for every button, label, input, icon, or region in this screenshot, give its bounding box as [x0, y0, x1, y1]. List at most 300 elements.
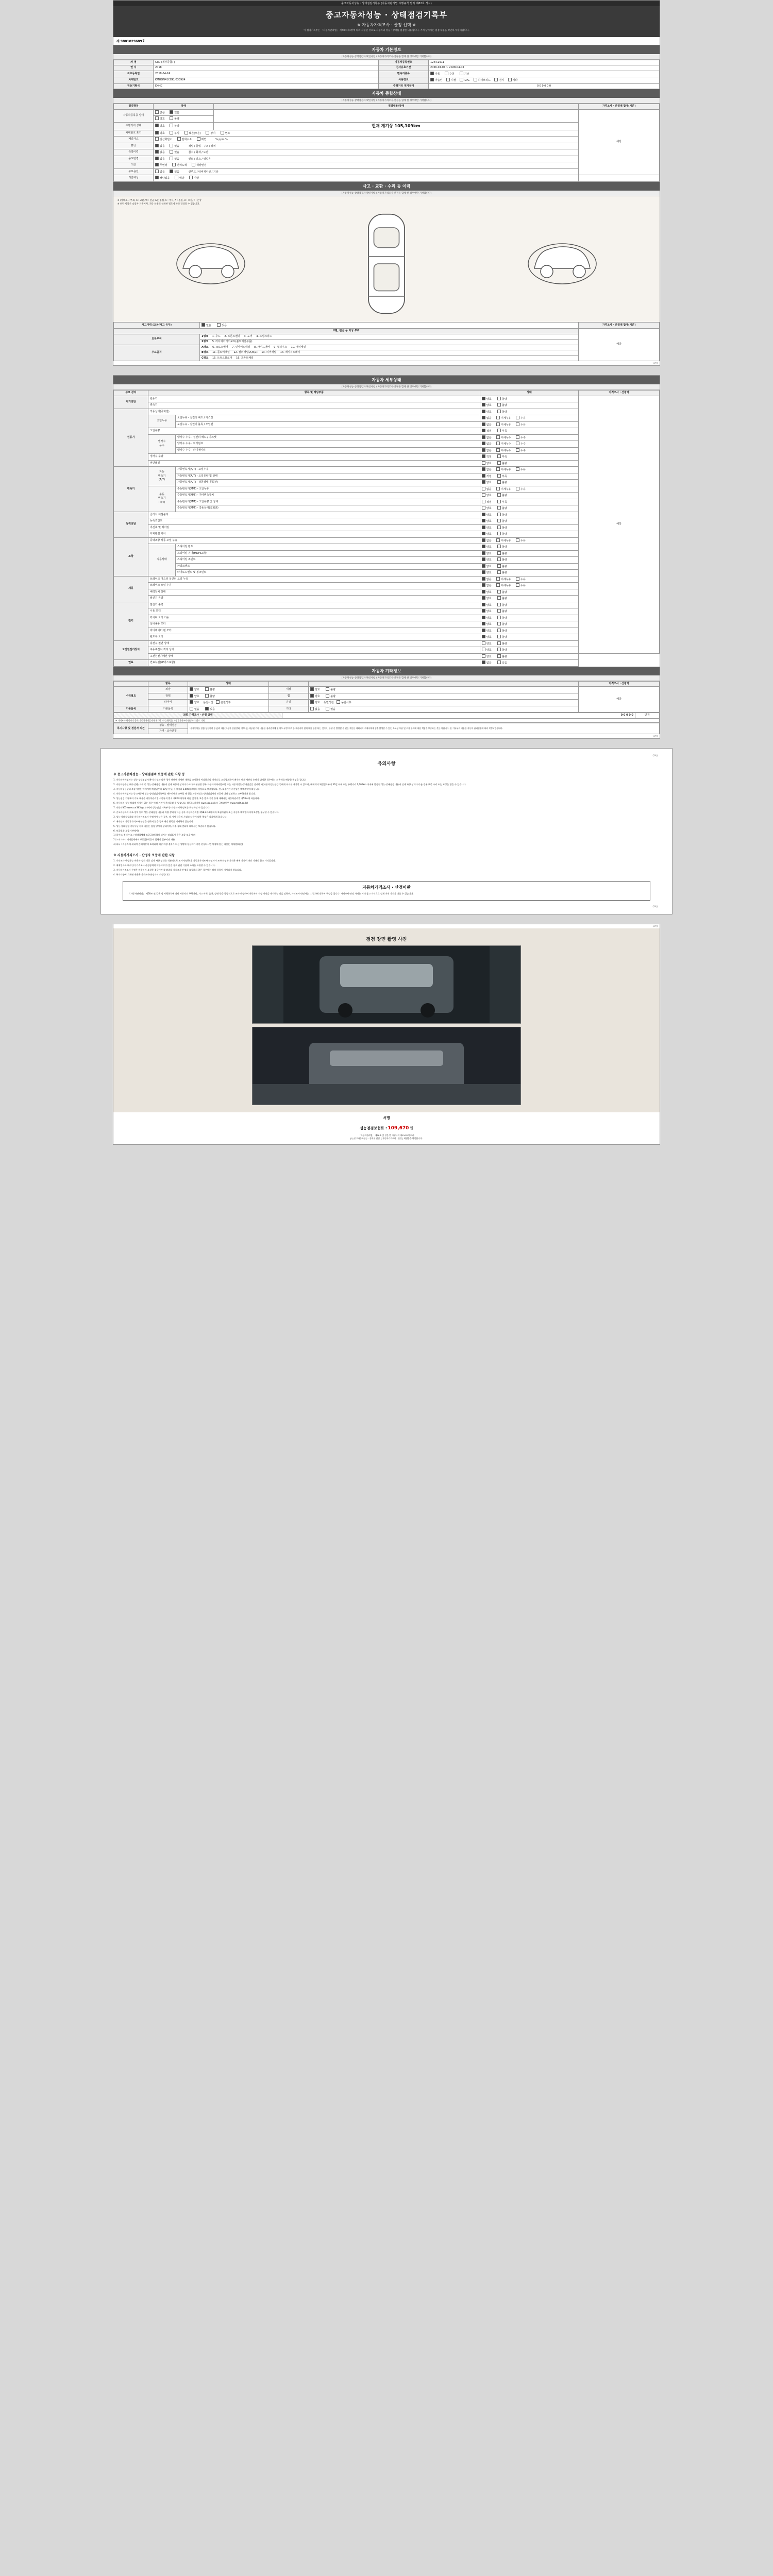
detail-item-3-2: 추진축 및 베어링	[148, 524, 480, 531]
overall-5-opt0-label: 없음	[160, 151, 165, 155]
st-3-3-b[interactable]	[497, 532, 501, 535]
detail-col-state: 상태	[480, 391, 578, 396]
st-4-0-b[interactable]	[496, 538, 500, 542]
st-1-4-c[interactable]	[516, 435, 519, 439]
detail-state-2-5	[480, 499, 578, 505]
st-4-5-a[interactable]	[482, 570, 485, 574]
parts-level-2: A랭크	[201, 345, 209, 349]
remarks-body: 내 자동차를 점검(성능이력 중심)의 내용(자동차 종합상태, 정보 등) 제공된 기타 내용은 권리관계에 및 의도·부정 여부 등 제공자의 현재 내용 한정 되는 것이며, 주행 중 발생할 수 있는 부분은 제외되며 구매자에게 향후 발생할 수 있는 소모성 부품 및 고장 문제에 대한 책임을 보증하는 것은 아닙니다. 본 기록부의 내용은 자동차 관리법령에 따라 작성되었습니다.	[188, 723, 660, 734]
fuel-gasoline-label: 가솔린	[435, 79, 443, 82]
others-price: 해당	[579, 687, 660, 713]
st-3-1-b-label: 불량	[502, 520, 507, 523]
overall-7-opt1-checkbox[interactable]	[172, 163, 176, 166]
overall-row-label-6: 용도변경	[114, 156, 154, 162]
detail-state-6-4	[480, 628, 578, 634]
overall-1-opt0-checkbox[interactable]	[155, 124, 159, 127]
st-3-1-a[interactable]	[482, 519, 485, 522]
st-0-0-bad[interactable]	[497, 397, 501, 400]
st-6-2-a[interactable]	[482, 616, 485, 619]
overall-0-opt1-checkbox[interactable]	[170, 110, 173, 114]
st-1-2-a[interactable]	[482, 422, 485, 426]
detail-item-1-5: 냉각수 누수 - 워터펌프	[176, 441, 480, 448]
st-2-6-a[interactable]	[482, 506, 485, 510]
trans-manual-checkbox[interactable]	[445, 72, 448, 75]
overall-1-opt1-checkbox[interactable]	[170, 124, 173, 127]
st-8-0-a[interactable]	[482, 660, 485, 664]
overall-9-opt2-checkbox[interactable]	[189, 176, 193, 179]
overall-9-opt1-checkbox[interactable]	[175, 176, 178, 179]
st-1-4-a-label: 없음	[486, 436, 492, 439]
value-year: 2018	[154, 65, 379, 71]
overall-7-opt2-checkbox[interactable]	[192, 163, 195, 166]
label-year: 연 식	[114, 65, 154, 71]
others-table	[113, 681, 660, 713]
st-2-6-a-label: 양호	[486, 507, 492, 510]
others-item-1: 광택	[148, 693, 188, 700]
st-4-2-b[interactable]	[497, 551, 501, 555]
st-1-6-b[interactable]	[496, 448, 500, 452]
part-item-7: 7. 인사이드패널	[232, 345, 250, 349]
fuel-ev-checkbox[interactable]	[494, 78, 498, 81]
st-1-2-b[interactable]	[496, 422, 500, 426]
detail-state-6-1	[480, 608, 578, 615]
st-4-2-a[interactable]	[482, 551, 485, 555]
overall-0-opt0-checkbox[interactable]	[155, 110, 159, 114]
st-7-1-b[interactable]	[497, 648, 501, 651]
st-1-3-b[interactable]	[497, 429, 501, 432]
ot-0c-a[interactable]	[310, 687, 314, 691]
st-3-0-b[interactable]	[497, 513, 501, 516]
st-1-0-good[interactable]	[482, 410, 485, 413]
parts-row-1	[200, 340, 579, 345]
ot-0-a[interactable]	[190, 687, 193, 691]
price-definition-body: 「자동차관리법」 제58조 및 같은 법 시행규칙에 따라 자동차의 주행거리, 사고 이력, 옵션, 상태 등을 종합적으로 조사·산정하여 자동차의 적정 가격을 제시하는 것을 말하며, 가격조사·산정자는 그 결과에 대하여 책임을 집니다. 가격조사·산정 가격은 거래 참고 가격으로 실제 거래 가격과 다를 수 있습니다.	[128, 892, 414, 895]
st-5-2-a-label: 양호	[486, 590, 492, 594]
detail-state-2-3	[480, 486, 578, 493]
detail-item-1-8: 커먼레일	[148, 460, 480, 467]
detail-state-5-2	[480, 589, 578, 596]
basic-info-table	[113, 60, 660, 90]
detail-item-4-2: 스티어링 기어(MDPS포함)	[176, 550, 480, 557]
detail-state-4-5	[480, 570, 578, 577]
detail-state-6-0	[480, 602, 578, 608]
st-5-3-a[interactable]	[482, 596, 485, 600]
st-1-2-c-label: 누유	[520, 423, 526, 427]
st-5-1-b[interactable]	[496, 583, 500, 587]
st-4-5-b[interactable]	[497, 570, 501, 574]
st-7-2-a[interactable]	[482, 654, 485, 658]
parts-level-1: 2랭크	[201, 340, 209, 343]
ot-1-b[interactable]	[205, 694, 209, 698]
fuel-gasoline-checkbox[interactable]	[430, 78, 434, 81]
trans-manual-label: 수동	[449, 72, 455, 76]
st-6-1-a-label: 양호	[486, 610, 492, 613]
detail-state-1-8	[480, 460, 578, 467]
detail-item-4-5: 타이로드엔드 및 볼조인트	[176, 570, 480, 577]
st-2-0-a[interactable]	[482, 467, 485, 471]
st-2-4-a[interactable]	[482, 493, 485, 497]
st-1-8-b[interactable]	[497, 461, 501, 465]
st-4-0-c[interactable]	[516, 538, 519, 542]
value-trans	[429, 71, 660, 77]
detail-state-3-1	[480, 518, 578, 525]
detail-state-1-3	[480, 428, 578, 435]
detail-group-4: 조향	[114, 537, 148, 576]
overall-9-opt0-checkbox[interactable]	[155, 176, 159, 179]
overall-8-opt0-checkbox[interactable]	[155, 170, 159, 173]
st-3-2-a[interactable]	[482, 526, 485, 529]
overall-7-opt0-checkbox[interactable]	[155, 163, 159, 166]
signature-label: 서명	[383, 1115, 390, 1120]
st-2-3-b[interactable]	[496, 487, 500, 490]
st-5-0-a[interactable]	[482, 577, 485, 581]
st-7-2-b[interactable]	[497, 654, 501, 658]
st-5-3-a-label: 양호	[486, 597, 492, 600]
overall-6-opt0-checkbox[interactable]	[155, 157, 159, 160]
car-top-view-icon	[358, 210, 415, 318]
ot-3c-a[interactable]	[310, 707, 314, 710]
st-1-5-a[interactable]	[482, 442, 485, 445]
overall-2-opt0-checkbox[interactable]	[155, 131, 159, 134]
st-4-1-a[interactable]	[482, 545, 485, 548]
notice-price-item-2: 2. 매매업자와 매수인이 가격조사·산정금액에 대한 이의가 있을 경우 관련 기관에 조사를 요청할 수 있습니다.	[113, 864, 215, 867]
overall-8-opt1-checkbox[interactable]	[170, 170, 173, 173]
st-2-3-c[interactable]	[516, 487, 519, 490]
accident-none-checkbox[interactable]	[201, 323, 205, 327]
st-1-7-b-label: 부족	[502, 455, 507, 459]
insurance-fee-value: 109,670	[388, 1125, 409, 1131]
overall-5-detail: 침수 / 화재 / 도난	[188, 151, 209, 155]
st-8-0-b[interactable]	[497, 660, 501, 664]
fuel-hybrid-checkbox[interactable]	[474, 78, 477, 81]
st-2-0-c[interactable]	[516, 467, 519, 471]
notice-item-1: 1. 자동차매매업자는 성능·상태점검 내용이 사실과 다른 경우 매매에 기재된 내용을 고지하지 아니하거나 거짓으로 고지함으로써 매수인 에게 재산상 손해가 발생한 경우에는 그 손해를 배상할 책임을 집니다.	[113, 778, 307, 782]
detail-subgroup-mt: 수동 변속기 (M/T)	[148, 486, 176, 512]
detail-item-3-1: 등속조인트	[148, 518, 480, 525]
st-6-3-a[interactable]	[482, 622, 485, 625]
st-1-8-b-label: 불량	[502, 462, 507, 465]
overall-3-opt0-label: 일산화탄소	[160, 138, 173, 142]
value-reg-no: 124오2911	[429, 60, 660, 65]
detail-item-6-0: 발전기 출력	[148, 602, 480, 608]
overall-0-opt0-label: 없음	[160, 111, 165, 114]
notice-item-6: 6. 자동차의 성능·상태에 이상이 있는 경우 아래 기관에 문의하실 수 있습니다. (한국소비자원 www.kca.go.kr / 국토교통부 www.molit.go.kr)	[113, 801, 248, 804]
overall-row-label-7: 색상	[114, 162, 154, 169]
insurance-fee-unit: 원	[410, 1126, 413, 1130]
overall-row-label-0: 자동차등록증 상태	[114, 109, 154, 122]
st-3-3-a[interactable]	[482, 532, 485, 535]
overall-row-detail-0	[214, 109, 579, 122]
document-page	[0, 0, 773, 1145]
st-3-3-b-label: 불량	[502, 533, 507, 536]
st-1-5-b[interactable]	[496, 442, 500, 445]
accident-yes-label: 있음	[222, 324, 227, 327]
detail-item-5-3: 탈진기 용량	[148, 596, 480, 602]
st-1-8-a[interactable]	[482, 461, 485, 465]
parts-level-3: B랭크	[201, 351, 209, 354]
st-5-0-b[interactable]	[496, 577, 500, 581]
st-4-4-b[interactable]	[497, 564, 501, 568]
overall-3-opt2-checkbox[interactable]	[197, 137, 200, 141]
st-6-0-a[interactable]	[482, 603, 485, 606]
ot-0c-a-label: 양호	[315, 688, 320, 691]
overall-table	[113, 104, 660, 182]
overall-3-opt2-label: 매연	[201, 138, 207, 142]
st-1-6-a[interactable]	[482, 448, 485, 452]
value-meter-digits: 0 0 0 0 0 0	[429, 83, 660, 89]
st-1-3-a[interactable]	[482, 429, 485, 432]
overall-4-opt0-checkbox[interactable]	[155, 144, 159, 147]
overall-9-opt1-label: 해당	[179, 177, 184, 180]
overall-0b-opt1-label: 불량	[174, 117, 179, 121]
ot-2-a[interactable]	[190, 700, 193, 704]
part-item-14: 14. 패키지트레이	[280, 351, 300, 354]
st-1-2-c[interactable]	[516, 422, 519, 426]
overall-5-opt1-checkbox[interactable]	[170, 150, 173, 154]
page-mark-2: (1쪽)	[652, 735, 658, 738]
accident-left-title: 사고이력 (교차/사고 유무)	[114, 322, 200, 329]
st-6-5-b[interactable]	[497, 635, 501, 638]
inspection-photo-2	[252, 1027, 521, 1105]
overall-4-opt1-checkbox[interactable]	[170, 144, 173, 147]
st-6-4-b[interactable]	[497, 629, 501, 632]
detail-state-4-2	[480, 550, 578, 557]
st-1-1-b[interactable]	[496, 416, 500, 419]
st-4-4-a[interactable]	[482, 564, 485, 568]
detail-item-1-2: 오일누유 - 실린더 블록 / 오일팬	[176, 421, 480, 428]
notice-item-8: 2. 중고자동차의 구조·장치 등의 성능·상태점검 내용과 차량 상태가 다른 경우 자동차관리법 제58조의4에 따라 보험사업자 또는 자동차 매매업자에게 보상을 청구할 수 있습니다.	[113, 810, 279, 814]
overall-row-label-3: 배출가스	[114, 137, 154, 143]
photo-section-title: 점검 장면 촬영 사진	[366, 937, 407, 942]
overall-6-opt1-checkbox[interactable]	[170, 157, 173, 160]
st-1-1-a[interactable]	[482, 416, 485, 419]
st-0-1-good[interactable]	[482, 403, 485, 406]
detail-item-2-4: 수동변속기(M/T) - 기어변속장치	[176, 493, 480, 499]
label-first-reg: 최초등록일	[114, 71, 154, 77]
notice-item-2: 2. 자동차양수인(매수인)은 거래 중 성능·상태점검 내용과 실제 차량의 상태가 다르다고 판단될 경우 자동차매매사업조합 또는 자동차성능·상태점검을 실시한 자(자동차성능점검자)에게 이의를 제기할 수 있으며, 매매계약 체결일로부터 30일 이내 또는 주행거리 2,000km 이내에 발견된 성능·상태점검 내용과 실제 차량 상태가 다른 경우 보증 수리 또는 보상을 받을 수 있습니다.	[113, 783, 466, 786]
st-2-3-a[interactable]	[482, 487, 485, 490]
overall-row-label-1: 주행거리 상태	[114, 122, 154, 130]
fuel-hybrid-label: 하이브리드	[478, 79, 491, 82]
st-1-3-b-label: 부족	[502, 430, 507, 433]
st-5-0-c[interactable]	[516, 577, 519, 581]
ot-0c-b[interactable]	[326, 687, 329, 691]
overall-6-opt1-label: 있음	[174, 157, 179, 161]
overall-2-opt2-checkbox[interactable]	[184, 131, 188, 134]
st-7-0-a[interactable]	[482, 641, 485, 645]
overall-8-opt1-label: 있음	[174, 170, 179, 174]
notice-price-item-4: 4. 특기사항에 기재된 내용은 가격조사·산정자의 의견입니다.	[113, 873, 171, 876]
detail-state-2-1	[480, 473, 578, 480]
st-6-5-a-label: 양호	[486, 636, 492, 639]
others-item2-3: 기타	[269, 706, 309, 713]
st-5-1-c[interactable]	[516, 583, 519, 587]
st-2-1-a[interactable]	[482, 474, 485, 478]
st-1-4-a[interactable]	[482, 435, 485, 439]
sheet-3-notice	[100, 748, 673, 914]
st-2-0-b[interactable]	[496, 467, 500, 471]
others-col-state: 상태	[188, 681, 269, 687]
st-4-2-b-label: 불량	[502, 552, 507, 555]
st-5-1-c-label: 누유	[520, 584, 526, 587]
overall-3-opt0-checkbox[interactable]	[155, 137, 159, 141]
overall-0-opt1-label: 있음	[174, 111, 179, 114]
ot-3-a-label: 없음	[194, 707, 199, 711]
ot-0-b[interactable]	[205, 687, 209, 691]
st-4-0-a[interactable]	[482, 538, 485, 542]
st-6-3-b[interactable]	[497, 622, 501, 625]
overall-row-opts-8	[154, 168, 579, 175]
st-2-4-b[interactable]	[497, 493, 501, 497]
st-1-4-b[interactable]	[496, 435, 500, 439]
detail-state-0-0	[480, 396, 578, 402]
st-0-0-good[interactable]	[482, 397, 485, 400]
trans-auto-checkbox[interactable]	[430, 72, 434, 75]
st-0-0-good-label: 양호	[486, 397, 492, 401]
others-item-0: 외장	[148, 687, 188, 693]
st-5-1-a[interactable]	[482, 583, 485, 587]
st-1-5-c[interactable]	[516, 442, 519, 445]
notice-title: 유의사항	[377, 761, 396, 767]
st-1-7-a[interactable]	[482, 454, 485, 458]
st-6-3-a-label: 양호	[486, 623, 492, 626]
ot-3-a[interactable]	[190, 707, 193, 710]
st-5-2-b[interactable]	[497, 590, 501, 594]
st-6-5-a[interactable]	[482, 635, 485, 638]
st-5-2-a[interactable]	[482, 590, 485, 594]
st-3-0-a[interactable]	[482, 513, 485, 516]
ot-2c-a[interactable]	[310, 700, 314, 704]
fuel-etc-checkbox[interactable]	[508, 78, 512, 81]
ot-1c-a[interactable]	[310, 694, 314, 698]
value-first-reg: 2018-04-24	[154, 71, 379, 77]
detail-item-5-1: 브레이크 오일 누유	[148, 583, 480, 589]
overall-0b-opt0-checkbox[interactable]	[155, 116, 159, 120]
st-1-1-c-label: 누유	[520, 417, 526, 420]
st-6-4-a[interactable]	[482, 629, 485, 632]
overall-3-opt1-checkbox[interactable]	[177, 137, 181, 141]
notice-item-3: 3. 자동차성능상태 보증기간은 매매계약 체결일부터 30일 이상, 주행거리 2,000킬로미터 이상으로 보증합니다. 단, 보증기간 기산일은 매매계약에 따릅니다.	[113, 788, 261, 791]
st-1-5-a-label: 없음	[486, 443, 492, 446]
ot-1-a[interactable]	[190, 694, 193, 698]
fuel-ev-label: 전기	[499, 79, 505, 82]
st-6-1-b[interactable]	[497, 609, 501, 613]
detail-state-2-6	[480, 505, 578, 512]
others-item2-1: 휠	[269, 693, 309, 700]
overall-row-opts-2	[154, 130, 579, 137]
detail-state-5-0	[480, 576, 578, 583]
st-1-7-b[interactable]	[497, 454, 501, 458]
section-others-title: 자동차 기타정보	[113, 667, 660, 675]
st-6-0-a-label: 양호	[486, 603, 492, 607]
overall-3-detail: % ppm %	[215, 138, 228, 142]
ot-3-b[interactable]	[205, 707, 209, 710]
part-item-13: 13. 리어패널	[261, 351, 277, 354]
st-7-1-a[interactable]	[482, 648, 485, 651]
detail-item-7-0: 충전구 절연 상태	[148, 640, 480, 647]
fuel-lpg-checkbox[interactable]	[460, 78, 463, 81]
detail-state-2-0	[480, 467, 578, 473]
st-6-1-a[interactable]	[482, 609, 485, 613]
section-accident-note: (자동차성능·상태점검자 확인사항 / 자동차가격조사·산정을 함께 한 경우에만 기재합니다)	[113, 191, 660, 196]
ot-2c-a-label: 양호	[315, 701, 320, 704]
overall-row-label-5: 특별이력	[114, 149, 154, 156]
st-2-6-b[interactable]	[497, 506, 501, 510]
ot-0c-b-label: 불량	[330, 688, 335, 691]
st-5-3-b[interactable]	[497, 596, 501, 600]
sheet-2	[113, 375, 660, 739]
accident-yes-checkbox[interactable]	[217, 323, 221, 327]
st-5-0-c-label: 누유	[520, 578, 526, 581]
others-state2-1	[309, 693, 579, 700]
st-3-2-b-label: 불량	[502, 526, 507, 530]
st-2-1-b[interactable]	[497, 474, 501, 478]
overall-5-opt0-checkbox[interactable]	[155, 150, 159, 154]
label-inspect-valid: 검사유효기간	[379, 65, 429, 71]
st-0-1-bad[interactable]	[497, 403, 501, 406]
st-5-2-b-label: 불량	[502, 590, 507, 594]
st-2-2-a-label: 양호	[486, 481, 492, 484]
label-engine: 원동기형식	[114, 83, 154, 89]
ot-1c-b[interactable]	[326, 694, 329, 698]
st-4-3-b[interactable]	[497, 557, 501, 561]
overall-2-opt4-checkbox[interactable]	[221, 131, 224, 134]
st-2-5-a[interactable]	[482, 500, 485, 503]
detail-state-1-1	[480, 415, 578, 422]
notice-item-11: 5. 성능·상태점검 기록부상 기재 내용은 점검 당시의 상태이며, 이후 상태 변화에 대해서는 보증하지 않습니다.	[113, 824, 216, 827]
st-7-0-b[interactable]	[497, 641, 501, 645]
st-1-6-c[interactable]	[516, 448, 519, 452]
st-6-2-b[interactable]	[497, 616, 501, 619]
overall-row-opts-1	[154, 122, 214, 130]
detail-item-6-2: 와이퍼 모터 기능	[148, 615, 480, 621]
st-1-0-bad[interactable]	[497, 410, 501, 413]
st-4-5-b-label: 불량	[502, 571, 507, 574]
st-3-2-b[interactable]	[497, 526, 501, 529]
st-4-1-b[interactable]	[497, 545, 501, 548]
detail-state-0-1	[480, 402, 578, 409]
overall-2-opt1-checkbox[interactable]	[170, 131, 173, 134]
st-1-1-c[interactable]	[516, 416, 519, 419]
st-2-2-b[interactable]	[497, 480, 501, 484]
ot-3c-b[interactable]	[326, 707, 329, 710]
st-3-1-b[interactable]	[497, 519, 501, 522]
others-state-0	[188, 687, 269, 693]
ot-2-b[interactable]	[216, 700, 220, 704]
st-2-5-b[interactable]	[497, 500, 501, 503]
ot-2c-b[interactable]	[337, 700, 340, 704]
overall-price: 해당	[579, 109, 660, 175]
overall-2-opt3-checkbox[interactable]	[206, 131, 209, 134]
accident-price-label: 가격조사 · 산정액 합계(기준)	[579, 322, 660, 329]
notice-sec1-title: ※ 중고자동차성능 · 상태점검의 보증에 관한 사항 등	[113, 773, 185, 777]
overall-1-opt0-label: 양호	[160, 125, 165, 128]
st-4-0-c-label: 누유	[520, 539, 526, 543]
st-2-3-c-label: 누유	[520, 487, 526, 491]
others-col-item2	[269, 681, 309, 687]
part-item-5: 5. 라디에이터서포트(볼트체결부품)	[212, 340, 253, 343]
ot-0-a-label: 양호	[194, 688, 199, 691]
fuel-diesel-checkbox[interactable]	[446, 78, 450, 81]
trans-etc-checkbox[interactable]	[460, 72, 463, 75]
st-4-3-a[interactable]	[482, 557, 485, 561]
st-6-0-b[interactable]	[497, 603, 501, 606]
others-state-3	[188, 706, 269, 713]
st-2-2-a[interactable]	[482, 480, 485, 484]
label-reg-no: 자동차등록번호	[379, 60, 429, 65]
overall-0b-opt1-checkbox[interactable]	[170, 116, 173, 120]
ot-1-a-label: 양호	[194, 694, 199, 698]
